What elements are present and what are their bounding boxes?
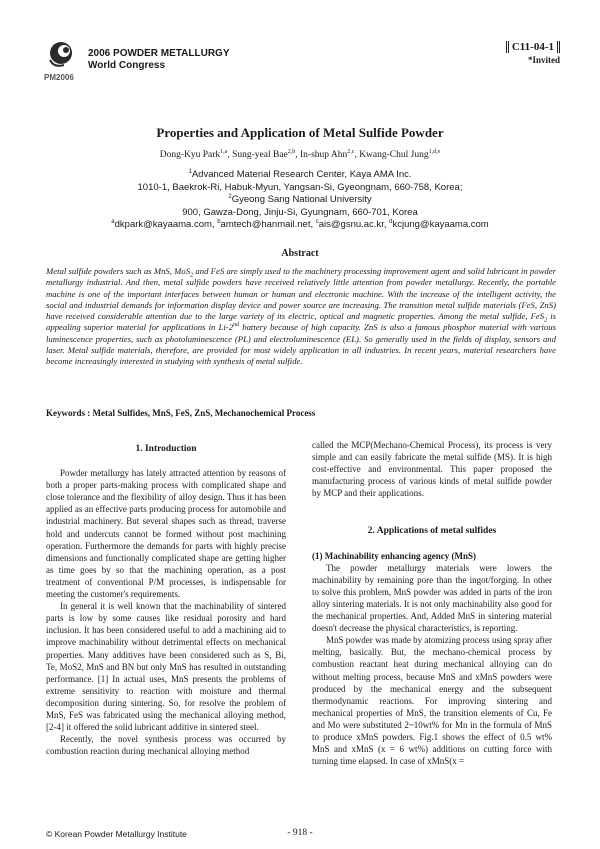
paragraph: Recently, the novel synthesis process was occurred by combustion reaction during mechanical alloying method — [46, 734, 286, 757]
email-link[interactable]: dkpark@kayaama.com, — [114, 219, 218, 231]
abstract-heading: Abstract — [281, 248, 319, 259]
author-sup: 2,c — [347, 148, 355, 155]
subsection-heading: (1) Machinability enhancing agency (MnS) — [312, 550, 477, 561]
abstract-text: is appealing superior material for applications in Li-2 — [46, 311, 557, 333]
paragraph: The powder metallurgy materials were lowers the machinability by remaining pore than the ingot/forging. In other to solve this problem, MnS powder was added in parts of the iron alloy sintering materials. It is not only machinability also good for the mechanical properties. And, Added MnS in sintering material doesn't decrease the physical characteristics, is reporting. — [312, 562, 552, 634]
abstract-text: battery because of high capacity. ZnS is also a famous phosphor material with various luminescence properties, such as photoluminescence (PL) and electroluminescence (EL). So generally used in the fields of display, sensors and laser. Metal sulfide materials, therefore, are provided for most widely application in all industries. In recent years, material researchers have become increasingly interested in studying with synthesis of metal sulfide. — [46, 322, 556, 367]
abstract-body — [46, 266, 556, 368]
logo-text: PM2006 — [44, 73, 74, 82]
section-heading-introduction: 1. Introduction — [135, 444, 197, 454]
section-heading-applications: 2. Applications of metal sulfides — [367, 526, 497, 537]
affil-sup: 1 — [188, 168, 192, 175]
email-sup: c — [315, 219, 319, 226]
email-line — [0, 219, 600, 232]
email-link[interactable]: kcjung@kayaama.com — [392, 219, 489, 231]
conference-line-1: 2006 POWDER METALLURGY — [88, 48, 230, 59]
author-name: Kwang-Chul Jung — [359, 150, 429, 160]
abstract-sub: 2 — [544, 317, 548, 324]
affil-1-name: Advanced Material Research Center, Kaya AMA Inc. — [191, 169, 412, 180]
invited-label: *Invited — [527, 55, 560, 65]
author-sup: 2,b — [287, 148, 296, 155]
author-name: In-shup Ahn — [300, 150, 348, 160]
affil-sup: 2 — [228, 194, 232, 201]
author-sup: 1,a — [220, 148, 228, 155]
author-list: Dong-Kyu Park$^{1,a}$, Sung-yeal Bae$^{2,b}$, In-shup Ahn$^{2,c}$, Kwang-Chul Jung$^{1,d,e}$ — [159, 148, 441, 160]
abstract-text: and FeS are simply used to the machinery processing improvement agent and solid lubricant in powder metallurgy industrial. And then, metal sulfide powders have received relatively little attention from powder metallurgy. Recently, the portable machine is one of the important interfaces between human or human and electronic machine. With the increase of the intelligent activity, the social and industrial demands for information display device and power source are increasing. The transition metal sulfide materials (FeS, ZnS) have received considerable attention due to the large variety of its electric, optical and magnetic properties. Among the metal sulfide, FeS — [46, 266, 556, 322]
paragraph: MnS powder was made by atomizing process using spray after melting, basically. But, the mechano-chemical process by combustion reactant heat during mechanical alloying can do without melting process, because MnS and xMnS powders were produced by the mechanical energy and the subsequent thermodynamic reactions. For improving sintering and mechanical properties of MnS, the transition elements of Cu, Fe and Mo were substituted 2~10wt% for Mn in the formula of MnS to produce xMnS powders. Fig.1 shows the effect of 0.5 wt% MnS and xMnS (x = 6 wt%) additions on cutting force with turning time elapsed. In case of xMnS(x = — [312, 635, 552, 767]
abstract-text: Metal sulfide powders such as MnS, MoS — [46, 266, 191, 276]
page-number: - 918 - — [287, 828, 313, 838]
paragraph: called the MCP(Mechano-Chemical Process), its process is very simple and can easily fabricate the metal sulfide (MS). It is high cost-effective and environmental. This paper proposed the manufacturing process of various kinds of metal sulfide powder by MCP and their applications. — [312, 440, 552, 499]
right-column — [312, 439, 552, 767]
email-sup: d — [389, 219, 393, 226]
affil-1-address: 1010-1, Baekrok-Ri, Habuk-Myun, Yangsan-Si, Gyeongnam, 660-758, Korea; — [137, 181, 463, 193]
email-link[interactable]: amtech@hanmail.net, — [220, 219, 316, 231]
copyright: © Korean Powder Metallurgy Institute — [46, 829, 187, 839]
author-name: Sung-yeal Bae — [232, 150, 288, 160]
paper-title: Properties and Application of Metal Sulfide Powder — [156, 125, 444, 140]
paragraph: Powder metallurgy has lately attracted attention by reasons of both a proper parts-making process with complicated shape and close tolerance and the flexibility of alloy design. Thus it has been applied as an effective parts producing process for automobile and industrial machinery. But several shapes such as thread, traverse hold and undercuts cannot be formed without post machining operation. Furthermore the demands for parts with highly precise dimensions and functionally complicated shape are getting higher as time goes by so that the machining operation, as a post treatment of conventional P/M processes, is indispensable for meeting the customer's requirements. — [46, 468, 286, 600]
author-name: Dong-Kyu Park — [159, 150, 221, 160]
affil-2-name: Gyeong Sang National University — [231, 194, 372, 206]
email-sup: a — [111, 219, 115, 226]
left-column — [46, 443, 286, 757]
email-link[interactable]: ais@gsnu.ac.kr, — [318, 219, 390, 231]
affiliations — [0, 169, 600, 232]
conference-name — [88, 48, 230, 72]
paragraph: In general it is well known that the machinability of sintered parts is low by some causes like residual porosity and hard inclusion. It has been considered useful to add a machining aid to improve machinability without detrimental effects on mechanical properties. Many additives have been considered such as S, Bi, Te, MoS2, MnS and BN but only MnS has resulted in outstanding performance. [1] In actual uses, MnS presents the problems of extreme sensitivity to reaction with moisture and thermal decomposition during sintering. So, for resolve the problem of MnS, FeS was fabricated using the mechanical alloying method, [2-4] it offered the solid lubricant additive in sintered steel. — [46, 601, 286, 733]
affil-2-address: 900, Gawza-Dong, Jinju-Si, Gyungnam, 660-701, Korea — [182, 206, 418, 218]
author-sup: 1,d,e — [428, 148, 441, 155]
email-sup: b — [217, 219, 221, 226]
keywords: Keywords : Metal Sulfides, MnS, FeS, ZnS, Mechanochemical Process — [46, 408, 316, 418]
paper-code: C11-04-1 — [506, 41, 560, 53]
paper-code-box — [506, 41, 560, 67]
abstract-sup: nd — [233, 322, 240, 329]
conference-line-2: World Congress — [88, 60, 166, 71]
abstract-sub: 2 — [190, 272, 194, 279]
